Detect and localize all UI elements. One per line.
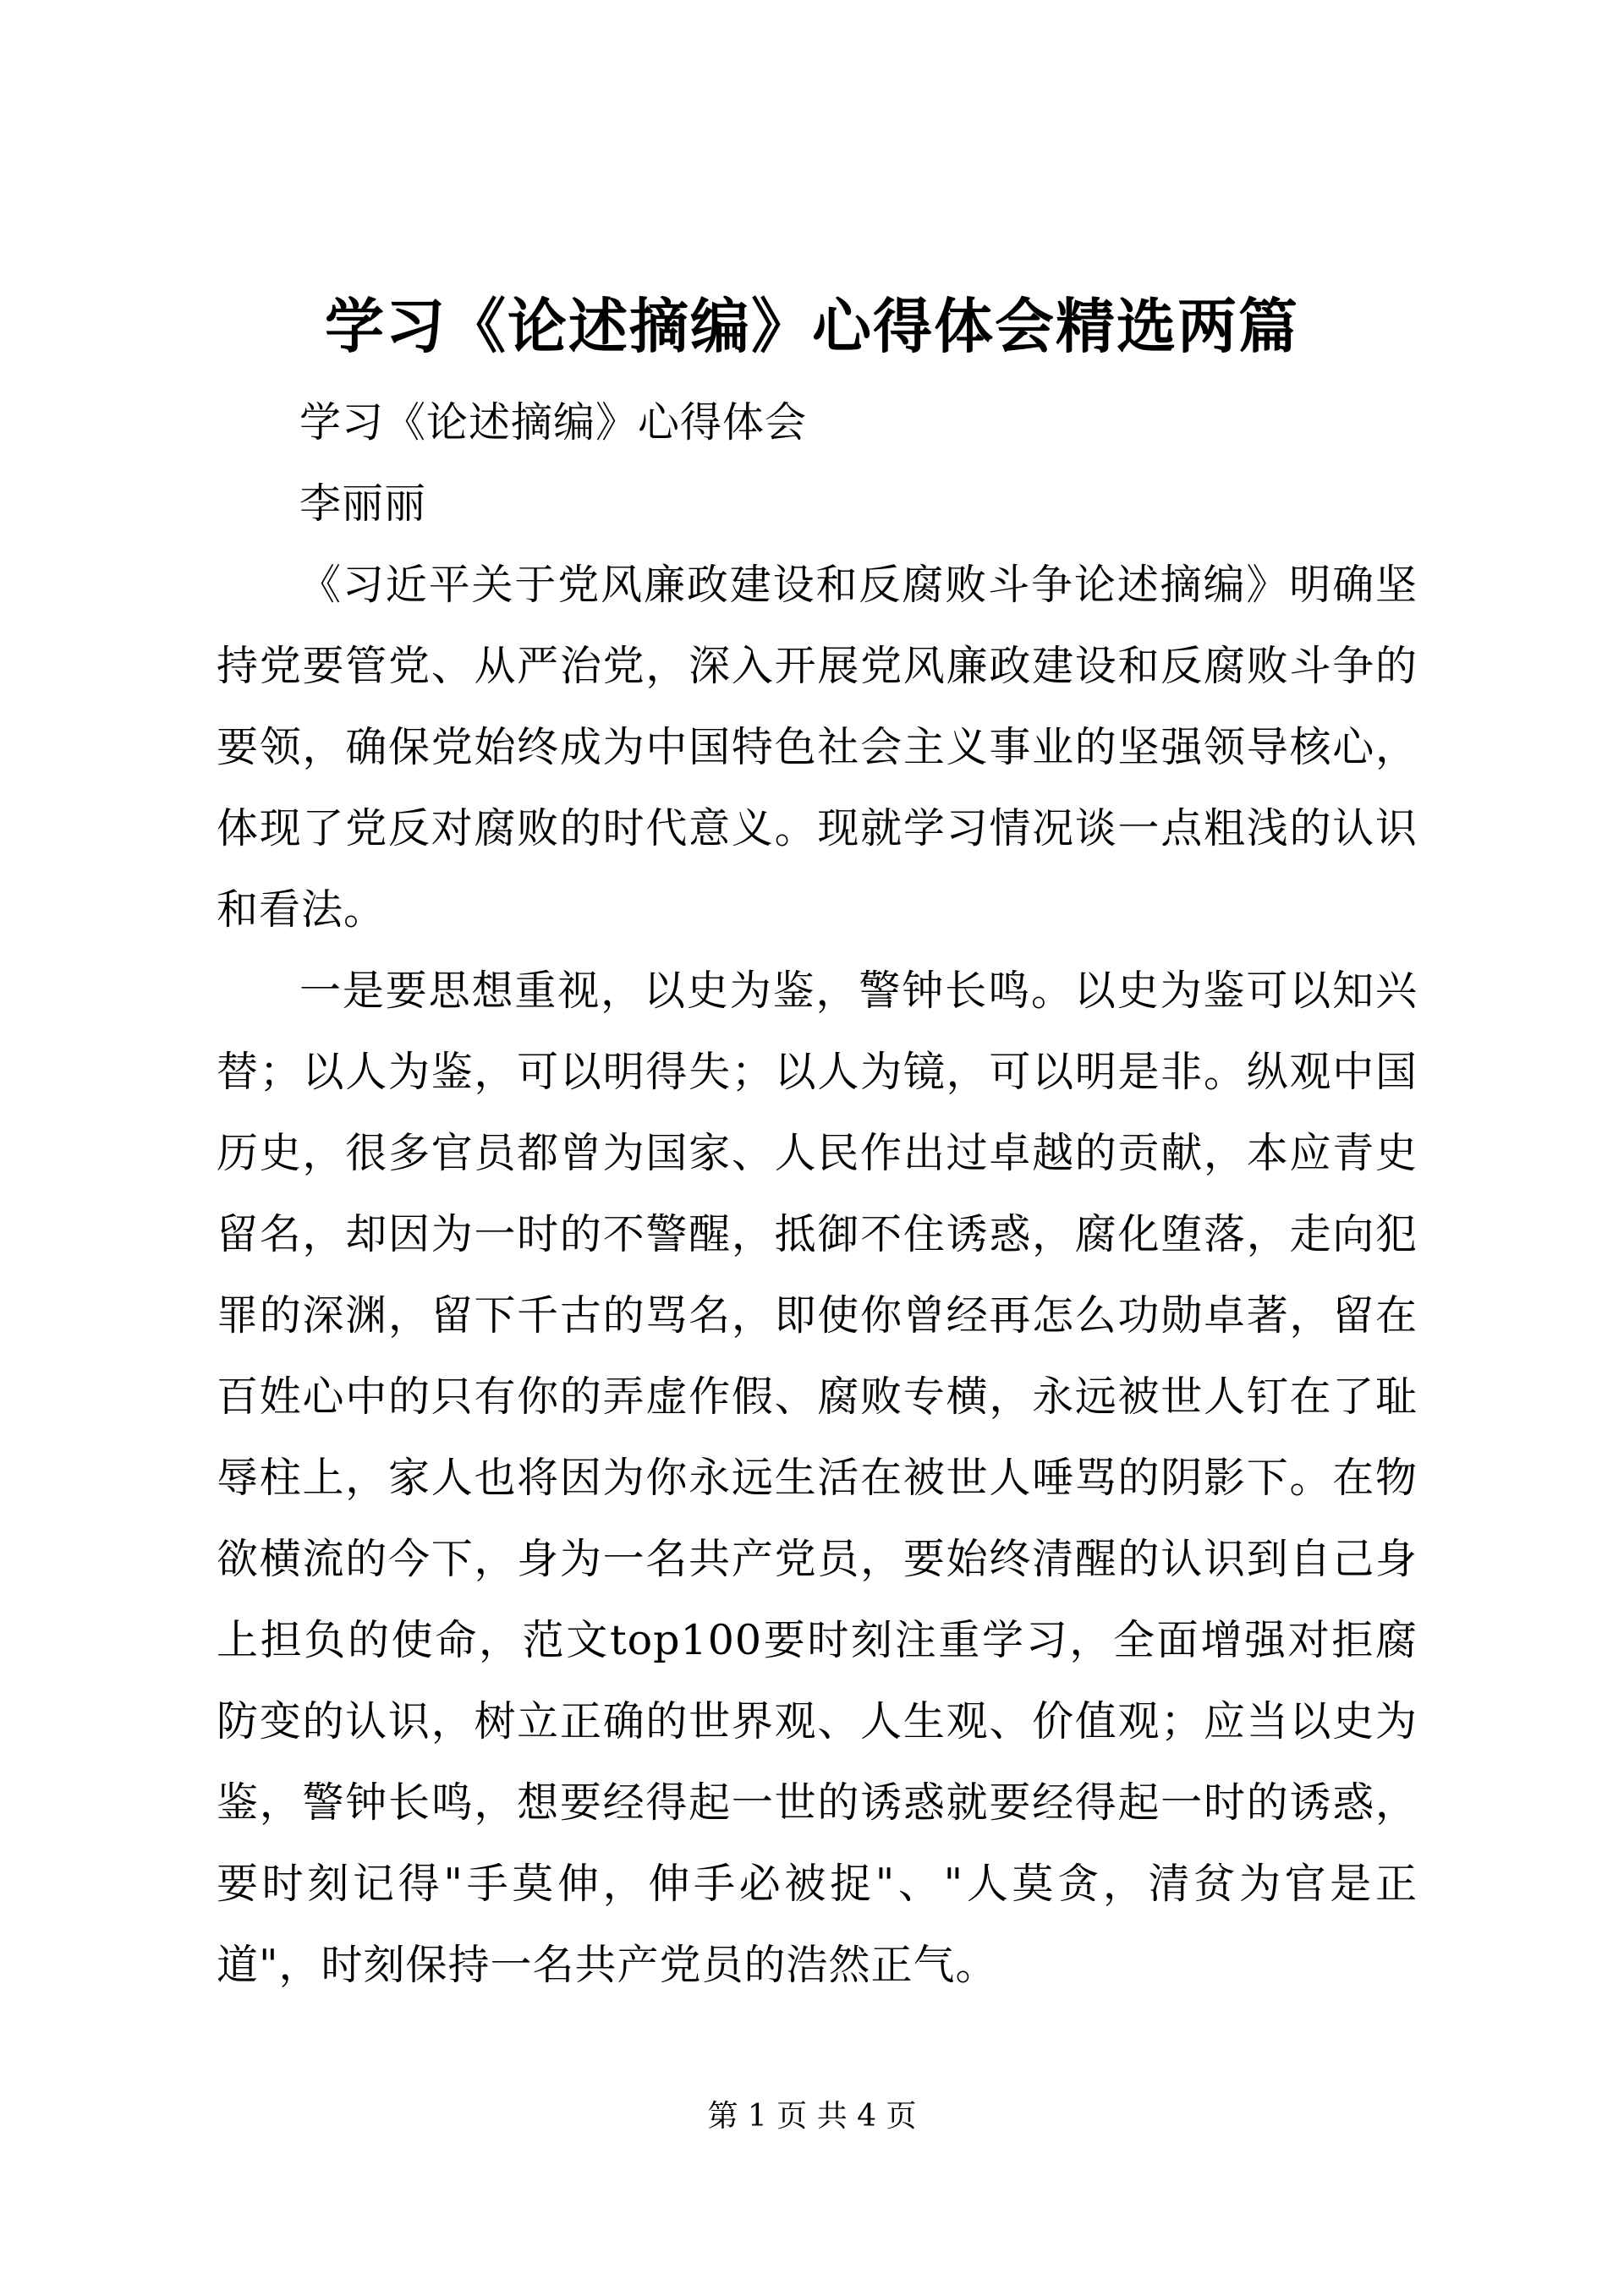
paragraph-point-one: 一是要思想重视，以史为鉴，警钟长鸣。以史为鉴可以知兴替；以人为鉴，可以明得失；以人为镜，可以明是非。纵观中国历史，很多官员都曾为国家、人民作出过卓越的贡献，本应青史留名，却因为一时的不警醒，抵御不住诱惑，腐化堕落，走向犯罪的深渊，留下千古的骂名，即使你曾经再怎么功勋卓著，留在百姓心中的只有你的弄虚作假、腐败专横，永远被世人钉在了耻辱柱上，家人也将因为你永远生活在被世人唾骂的阴影下。在物欲横流的今下，身为一名共产党员，要始终清醒的认识到自己身上担负的使命，范文top100要时刻注重学习，全面增强对拒腐防变的认识，树立正确的世界观、人生观、价值观；应当以史为鉴，警钟长鸣，想要经得起一世的诱惑就要经得起一时的诱惑，要时刻记得"手莫伸，伸手必被捉"、"人莫贪，清贫为官是正道"，时刻保持一名共产党员的浩然正气。 <box>217 967 1418 1989</box>
subtitle-line: 学习《论述摘编》心得体会 <box>299 398 808 447</box>
paragraph-intro: 《习近平关于党风廉政建设和反腐败斗争论述摘编》明确坚持党要管党、从严治党，深入开展党风廉政建设和反腐败斗争的要领，确保党始终成为中国特色社会主义事业的坚强领导核心，体现了党反对腐败的时代意义。现就学习情况谈一点粗浅的认识和看法。 <box>217 561 1418 934</box>
author-line: 李丽丽 <box>299 479 427 528</box>
document-title: 学习《论述摘编》心得体会精选两篇 <box>325 291 1299 361</box>
page-number-footer: 第 1 页 共 4 页 <box>707 2099 917 2134</box>
document-body <box>217 382 1418 2006</box>
